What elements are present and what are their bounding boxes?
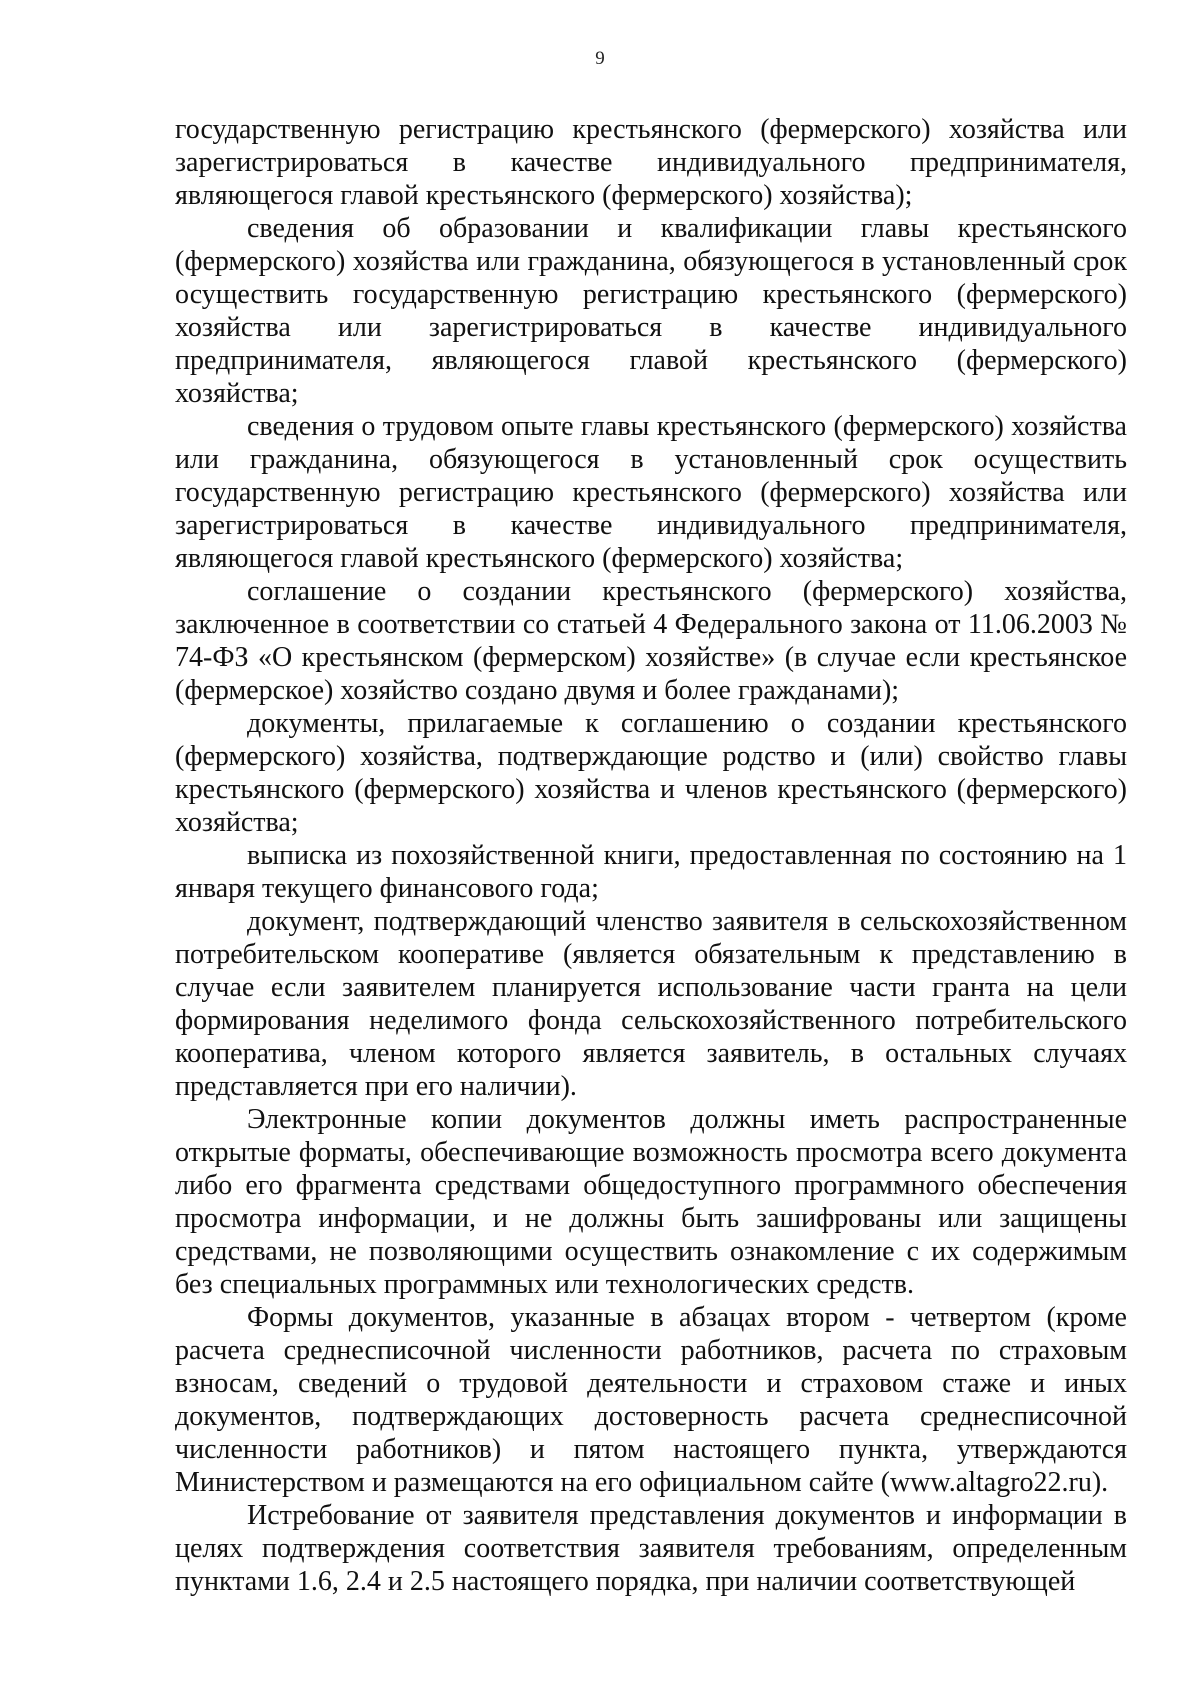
page-number: 9 (595, 48, 605, 69)
paragraph: государственную регистрацию крестьянского (фермерского) хозяйства или зарегистрироваться в качестве индивидуального предпринимателя, являющегося главой крестьянского (фермерского) хозяйства); (175, 114, 1127, 211)
document-body (175, 113, 1127, 1598)
paragraph: Истребование от заявителя представления документов и информации в целях подтверждения соответствия заявителя требованиям, определенным пунктами 1.6, 2.4 и 2.5 настоящего порядка, при наличии соответствующей (175, 1500, 1127, 1597)
paragraph: сведения о трудовом опыте главы крестьянского (фермерского) хозяйства или гражданина, обязующегося в установленный срок осуществить государственную регистрацию крестьянского (фермерского) хозяйства или зарегистрироваться в качестве индивидуального предпринимателя, являющегося главой крестьянского (фермерского) хозяйства; (175, 411, 1127, 574)
paragraph: соглашение о создании крестьянского (фермерского) хозяйства, заключенное в соответствии со статьей 4 Федерального закона от 11.06.2003 № 74-ФЗ «О крестьянском (фермерском) хозяйстве» (в случае если крестьянское (фермерское) хозяйство создано двумя и более гражданами); (175, 576, 1127, 706)
paragraph: документы, прилагаемые к соглашению о создании крестьянского (фермерского) хозяйства, подтверждающие родство и (или) свойство главы крестьянского (фермерского) хозяйства и членов крестьянского (фермерского) хозяйства; (175, 708, 1127, 838)
paragraph: Формы документов, указанные в абзацах втором - четвертом (кроме расчета среднесписочной численности работников, расчета по страховым взносам, сведений о трудовой деятельности и страховом стаже и иных документов, подтверждающих достоверность расчета среднесписочной численности работников) и пятом настоящего пункта, утверждаются Министерством и размещаются на его официальном сайте (www.altagro22.ru). (175, 1302, 1127, 1498)
paragraph: документ, подтверждающий членство заявителя в сельскохозяйственном потребительском кооперативе (является обязательным к представлению в случае если заявителем планируется использование части гранта на цели формирования неделимого фонда сельскохозяйственного потребительского кооператива, членом которого является заявитель, в остальных случаях представляется при его наличии). (175, 906, 1127, 1102)
paragraph: сведения об образовании и квалификации главы крестьянского (фермерского) хозяйства или гражданина, обязующегося в установленный срок осуществить государственную регистрацию крестьянского (фермерского) хозяйства или зарегистрироваться в качестве индивидуального предпринимателя, являющегося главой крестьянского (фермерского) хозяйства; (175, 213, 1127, 409)
paragraph: Электронные копии документов должны иметь распространенные открытые форматы, обеспечивающие возможность просмотра всего документа либо его фрагмента средствами общедоступного программного обеспечения просмотра информации, и не должны быть зашифрованы или защищены средствами, не позволяющими осуществить ознакомление с их содержимым без специальных программных или технологических средств. (175, 1104, 1127, 1300)
paragraph: выписка из похозяйственной книги, предоставленная по состоянию на 1 января текущего финансового года; (175, 840, 1127, 904)
